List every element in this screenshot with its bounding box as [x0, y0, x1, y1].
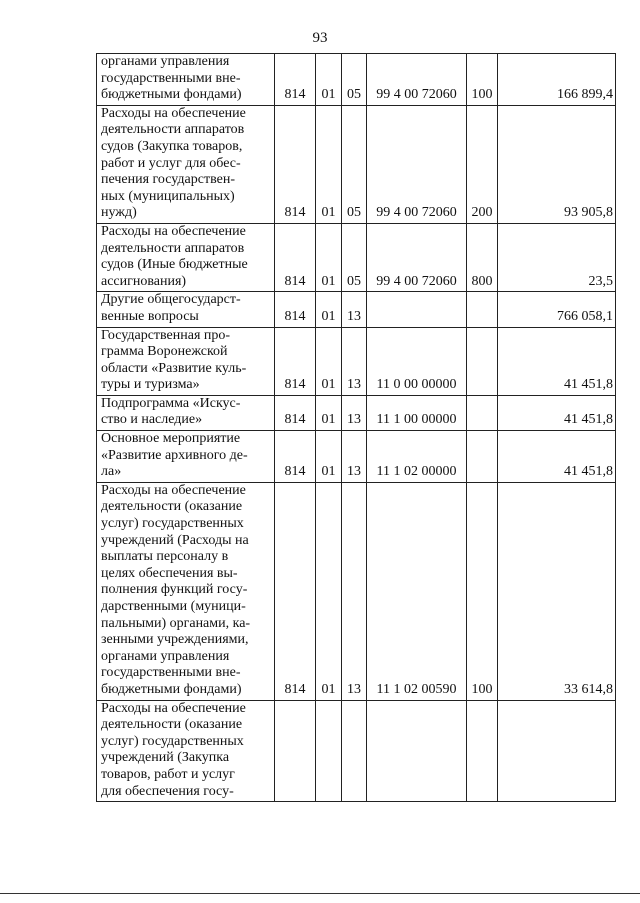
amount-value	[498, 700, 616, 802]
description-line: органами управления	[101, 54, 230, 69]
section-code	[316, 700, 342, 802]
description-line: Подпрограмма «Искус-	[101, 395, 241, 411]
description-line: деятельности аппаратов	[101, 122, 245, 138]
expense-type-code	[467, 395, 498, 430]
description-line: ла»	[101, 464, 122, 480]
expense-type-code: 800	[467, 223, 498, 291]
subsection-code: 05	[342, 105, 367, 223]
target-article-code: 11 1 00 00000	[367, 395, 467, 430]
expense-description	[97, 327, 275, 395]
page-number: 93	[312, 30, 328, 46]
description-line: ассигнования)	[101, 273, 187, 289]
expense-description	[97, 482, 275, 700]
table-row	[97, 54, 616, 106]
department-code: 814	[275, 431, 316, 483]
target-article-code: 99 4 00 72060	[367, 54, 467, 106]
table-row	[97, 223, 616, 291]
table-row	[97, 105, 616, 223]
table-row	[97, 292, 616, 327]
department-code: 814	[275, 395, 316, 430]
description-line: венные вопросы	[101, 308, 199, 324]
department-code: 814	[275, 105, 316, 223]
expense-type-code: 100	[467, 54, 498, 106]
description-line: зенными учреждениями,	[101, 632, 249, 648]
amount-value: 766 058,1	[498, 292, 616, 327]
department-code: 814	[275, 54, 316, 106]
budget-table	[96, 53, 616, 802]
expense-description	[97, 292, 275, 327]
description-line: деятельности (оказание	[101, 717, 243, 733]
department-code: 814	[275, 223, 316, 291]
expense-description	[97, 223, 275, 291]
section-code: 01	[316, 292, 342, 327]
page-bottom-rule	[0, 893, 640, 894]
subsection-code: 05	[342, 223, 367, 291]
description-line: судов (Закупка товаров,	[101, 138, 243, 154]
description-line: Расходы на обеспечение	[101, 482, 246, 498]
subsection-code: 13	[342, 327, 367, 395]
subsection-code: 13	[342, 431, 367, 483]
description-line: Расходы на обеспечение	[101, 223, 246, 239]
description-line: выплаты персоналу в	[101, 549, 229, 565]
amount-value: 41 451,8	[498, 395, 616, 430]
description-line: работ и услуг для обес-	[101, 155, 241, 171]
expense-type-code	[467, 700, 498, 802]
table-row	[97, 700, 616, 802]
section-code: 01	[316, 54, 342, 106]
expense-description	[97, 431, 275, 483]
description-line: нужд)	[101, 205, 137, 221]
description-line: полнения функций госу-	[101, 582, 248, 598]
subsection-code: 13	[342, 482, 367, 700]
section-code: 01	[316, 105, 342, 223]
amount-value: 41 451,8	[498, 327, 616, 395]
amount-value: 93 905,8	[498, 105, 616, 223]
table-row	[97, 482, 616, 700]
description-line: Государственная про-	[101, 327, 231, 343]
target-article-code: 11 0 00 00000	[367, 327, 467, 395]
description-line: Другие общегосударст-	[101, 292, 241, 308]
subsection-code: 05	[342, 54, 367, 106]
target-article-code: 99 4 00 72060	[367, 105, 467, 223]
description-line: бюджетными фондами)	[101, 87, 242, 103]
description-line: пальными) органами, ка-	[101, 615, 251, 631]
target-article-code: 99 4 00 72060	[367, 223, 467, 291]
description-line: государственными вне-	[101, 665, 241, 681]
department-code: 814	[275, 327, 316, 395]
table-row	[97, 395, 616, 430]
department-code: 814	[275, 292, 316, 327]
description-line: ных (муниципальных)	[101, 188, 235, 204]
target-article-code	[367, 700, 467, 802]
subsection-code: 13	[342, 292, 367, 327]
description-line: учреждений (Закупка	[101, 750, 230, 766]
description-line: грамма Воронежской	[101, 344, 228, 360]
expense-type-code: 200	[467, 105, 498, 223]
description-line: товаров, работ и услуг	[101, 766, 235, 782]
table-row	[97, 431, 616, 483]
target-article-code: 11 1 02 00590	[367, 482, 467, 700]
expense-type-code	[467, 292, 498, 327]
department-code: 814	[275, 482, 316, 700]
amount-value: 166 899,4	[498, 54, 616, 106]
expense-description	[97, 54, 275, 106]
subsection-code	[342, 700, 367, 802]
expense-type-code	[467, 431, 498, 483]
expense-description	[97, 395, 275, 430]
description-line: печения государствен-	[101, 172, 235, 188]
description-line: государственными вне-	[101, 70, 241, 86]
section-code: 01	[316, 223, 342, 291]
description-line: органами управления	[101, 648, 230, 664]
expense-description	[97, 105, 275, 223]
section-code: 01	[316, 482, 342, 700]
target-article-code	[367, 292, 467, 327]
expense-description	[97, 700, 275, 802]
expense-type-code: 100	[467, 482, 498, 700]
description-line: дарственными (муници-	[101, 599, 246, 614]
section-code: 01	[316, 431, 342, 483]
description-line: Расходы на обеспечение	[101, 105, 246, 121]
table-row	[97, 327, 616, 395]
description-line: услуг) государственных	[101, 516, 244, 532]
target-article-code: 11 1 02 00000	[367, 431, 467, 483]
amount-value: 41 451,8	[498, 431, 616, 483]
amount-value: 23,5	[498, 223, 616, 291]
expense-type-code	[467, 327, 498, 395]
description-line: деятельности аппаратов	[101, 240, 245, 256]
description-line: деятельности (оказание	[101, 499, 243, 515]
description-line: туры и туризма»	[101, 377, 200, 393]
department-code	[275, 700, 316, 802]
description-line: области «Развитие куль-	[101, 360, 247, 376]
description-line: Основное мероприятие	[101, 431, 241, 447]
description-line: ство и наследие»	[101, 412, 203, 428]
section-code: 01	[316, 327, 342, 395]
description-line: Расходы на обеспечение	[101, 700, 246, 716]
subsection-code: 13	[342, 395, 367, 430]
amount-value: 33 614,8	[498, 482, 616, 700]
description-line: «Развитие архивного де-	[101, 447, 248, 463]
description-line: услуг) государственных	[101, 733, 244, 749]
description-line: судов (Иные бюджетные	[101, 257, 248, 273]
description-line: учреждений (Расходы на	[101, 532, 249, 548]
description-line: бюджетными фондами)	[101, 681, 242, 697]
section-code: 01	[316, 395, 342, 430]
description-line: целях обеспечения вы-	[101, 565, 238, 581]
description-line: для обеспечения госу-	[101, 783, 234, 799]
